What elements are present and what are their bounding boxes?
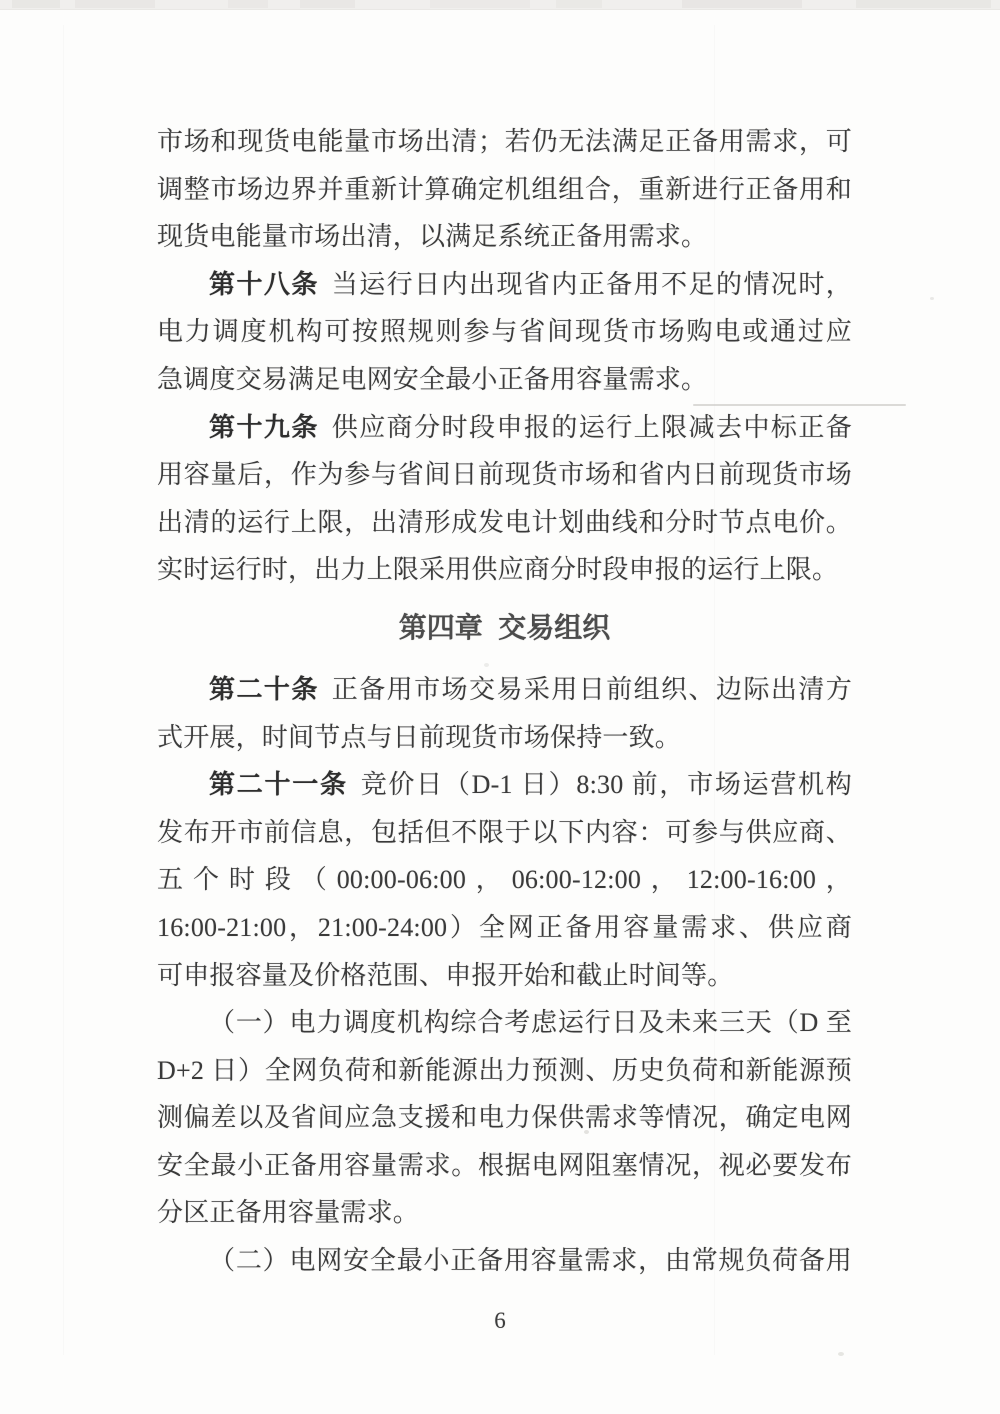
body-text: 正备用市场交易采用日前组织、边际出清方	[331, 674, 852, 704]
body-text: 出清的运行上限，出清形成发电计划曲线和分时节点电价。	[157, 507, 852, 537]
article-number-label: 第十九条	[209, 411, 319, 442]
body-line	[157, 404, 852, 452]
body-text: 急调度交易满足电网安全最小正备用容量需求。	[157, 364, 708, 394]
body-line	[157, 118, 852, 166]
body-line	[157, 761, 852, 809]
body-line	[157, 1094, 852, 1142]
body-line	[157, 499, 852, 547]
body-text: 安全最小正备用容量需求。根据电网阻塞情况，视必要发布	[157, 1150, 852, 1180]
body-line	[157, 809, 852, 857]
body-text: 可申报容量及价格范围、申报开始和截止时间等。	[157, 960, 734, 990]
scan-artifact	[12, 0, 60, 8]
body-text: （二）电网安全最小正备用容量需求，由常规负荷备用	[209, 1246, 852, 1276]
body-text: 现货电能量市场出清，以满足系统正备用需求。	[157, 222, 708, 252]
page-number: 6	[494, 1308, 506, 1333]
scan-artifact	[838, 1352, 844, 1356]
body-line	[157, 1142, 852, 1190]
body-text: 供应商分时段申报的运行上限减去中标正备	[331, 412, 852, 442]
body-line	[157, 999, 852, 1047]
article-number-label: 第二十一条	[209, 769, 348, 800]
body-line	[157, 356, 852, 404]
body-line	[157, 451, 852, 499]
scanner-edge-strip	[0, 0, 1000, 10]
body-line	[157, 666, 852, 714]
body-text: 当运行日内出现省内正备用不足的情况时，	[331, 269, 852, 299]
body-line	[157, 546, 852, 594]
scan-artifact	[856, 0, 991, 8]
body-text: 式开展，时间节点与日前现货市场保持一致。	[157, 722, 682, 752]
body-line	[157, 1047, 852, 1095]
body-text: 测偏差以及省间应急支援和电力保供需求等情况，确定电网	[157, 1103, 852, 1133]
body-text: 发布开市前信息，包括但不限于以下内容：可参与供应商、	[157, 817, 852, 847]
scan-artifact	[228, 0, 268, 8]
body-text: 调整市场边界并重新计算确定机组组合，重新进行正备用和	[157, 174, 852, 204]
scan-artifact	[63, 25, 64, 1355]
body-line	[157, 1189, 852, 1237]
body-text: 电力调度机构可按照规则参与省间现货市场购电或通过应	[157, 317, 852, 347]
body-line	[157, 308, 852, 356]
body-text: 实时运行时，出力上限采用供应商分时段申报的运行上限。	[157, 555, 839, 585]
document-body	[157, 118, 852, 1285]
body-text: 16:00-21:00，21:00-24:00）全网正备用容量需求、供应商	[157, 912, 852, 942]
scan-artifact	[75, 0, 155, 8]
body-text: 用容量后，作为参与省间日前现货市场和省内日前现货市场	[157, 460, 852, 490]
body-line	[157, 1237, 852, 1285]
body-line	[157, 166, 852, 214]
article-number-label: 第二十条	[209, 673, 319, 704]
scan-artifact	[682, 0, 802, 8]
body-line	[157, 261, 852, 309]
body-text: 分区正备用容量需求。	[157, 1198, 420, 1228]
body-line	[157, 213, 852, 261]
article-number-label: 第十八条	[209, 268, 319, 299]
scan-artifact	[556, 0, 602, 8]
scan-artifact	[300, 0, 355, 8]
body-text: 竞价日（D-1 日）8:30 前，市场运营机构	[360, 770, 852, 800]
scan-artifact	[430, 0, 530, 8]
body-text: （一）电力调度机构综合考虑运行日及未来三天（D 至	[209, 1008, 852, 1038]
body-line	[157, 856, 852, 904]
body-text: 五个时段（00:00-06:00，06:00-12:00，12:00-16:00，	[157, 865, 852, 895]
scan-artifact	[930, 297, 934, 300]
body-text: 市场和现货电能量市场出清；若仍无法满足正备用需求，可	[157, 127, 852, 156]
body-line	[157, 904, 852, 952]
chapter-heading: 第四章 交易组织	[398, 611, 611, 643]
body-text: D+2 日）全网负荷和新能源出力预测、历史负荷和新能源预	[157, 1055, 852, 1085]
body-line	[157, 952, 852, 1000]
body-line	[157, 714, 852, 762]
